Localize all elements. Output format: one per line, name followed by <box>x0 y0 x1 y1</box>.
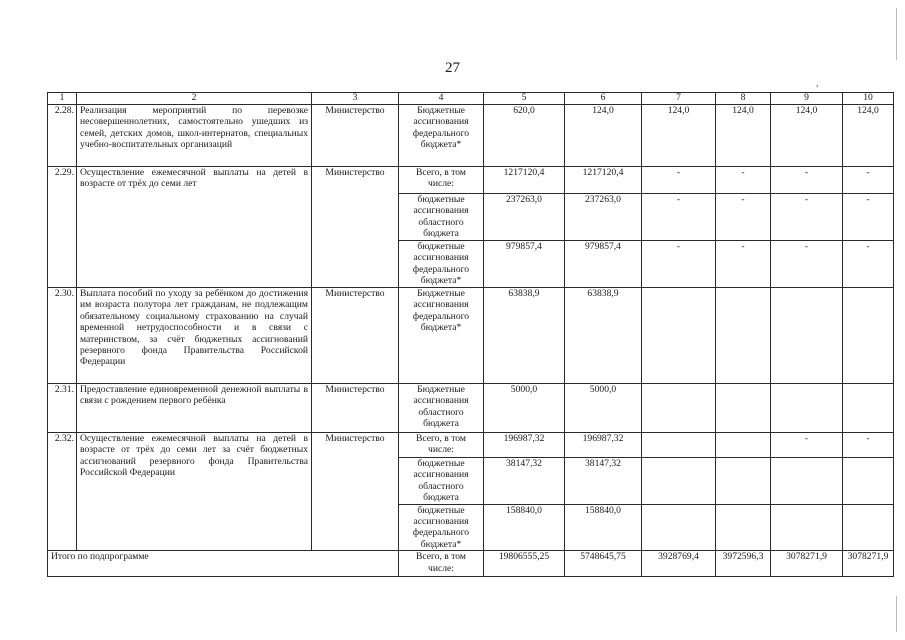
value-cell: 5000,0 <box>565 384 642 433</box>
value-cell: 124,0 <box>843 105 894 167</box>
value-cell: - <box>843 167 894 194</box>
value-cell: 3972596,3 <box>716 551 771 577</box>
value-cell: 124,0 <box>771 105 843 167</box>
empty-cell <box>771 288 843 384</box>
funding-source: бюджетные ассигнования федерального бюджета* <box>399 241 484 288</box>
funding-source: бюджетные ассигнования областного бюджета <box>399 458 484 505</box>
executor: Министерство <box>312 105 399 167</box>
value-cell: 3928769,4 <box>642 551 716 577</box>
empty-cell <box>642 384 716 433</box>
column-header: 3 <box>312 93 399 105</box>
value-cell: 1217120,4 <box>484 167 565 194</box>
activity-name: Осуществление ежемесячной выплаты на детей в возрасте от трёх до семи лет <box>77 167 312 288</box>
value-cell: 124,0 <box>642 105 716 167</box>
row-number: 2.30. <box>48 288 77 384</box>
row-number: 2.32. <box>48 433 77 551</box>
value-cell: - <box>843 241 894 288</box>
empty-cell <box>716 433 771 458</box>
column-header: 1 <box>48 93 77 105</box>
page-edge-line <box>896 8 897 60</box>
value-cell: - <box>716 167 771 194</box>
row-number: 2.28. <box>48 105 77 167</box>
value-cell: 158840,0 <box>565 504 642 551</box>
value-cell: 196987,32 <box>484 433 565 458</box>
column-header: 7 <box>642 93 716 105</box>
empty-cell <box>716 458 771 505</box>
table-row <box>48 433 894 458</box>
funding-source: Бюджетные ассигнования федерального бюджета* <box>399 288 484 384</box>
executor: Министерство <box>312 384 399 433</box>
empty-cell <box>716 288 771 384</box>
value-cell: - <box>771 194 843 241</box>
table-row <box>48 105 894 167</box>
funding-source: бюджетные ассигнования федерального бюджета* <box>399 504 484 551</box>
value-cell: 196987,32 <box>565 433 642 458</box>
value-cell: 5000,0 <box>484 384 565 433</box>
row-number: 2.31. <box>48 384 77 433</box>
row-number: 2.29. <box>48 167 77 288</box>
table-row <box>48 167 894 194</box>
funding-source: бюджетные ассигнования областного бюджета <box>399 194 484 241</box>
empty-cell <box>771 458 843 505</box>
value-cell: 620,0 <box>484 105 565 167</box>
value-cell: - <box>843 194 894 241</box>
executor: Министерство <box>312 288 399 384</box>
empty-cell <box>843 288 894 384</box>
value-cell: 979857,4 <box>565 241 642 288</box>
value-cell: 124,0 <box>716 105 771 167</box>
value-cell: 158840,0 <box>484 504 565 551</box>
value-cell: 237263,0 <box>484 194 565 241</box>
empty-cell <box>843 504 894 551</box>
empty-cell <box>843 458 894 505</box>
value-cell: 979857,4 <box>484 241 565 288</box>
value-cell: 63838,9 <box>565 288 642 384</box>
value-cell: 38147,32 <box>484 458 565 505</box>
value-cell: 5748645,75 <box>565 551 642 577</box>
value-cell: - <box>843 433 894 458</box>
empty-cell <box>642 288 716 384</box>
value-cell: 1217120,4 <box>565 167 642 194</box>
column-header: 2 <box>77 93 312 105</box>
activity-name: Выплата пособий по уходу за ребёнком до достижения им возраста полутора лет гражданам, не подлежащим обязательному социальному страхованию на случай временной нетрудоспособности и в связи с материнством, за счёт бюджетных ассигнований резервного фонда Правительства Российской Федерации <box>77 288 312 384</box>
value-cell: - <box>642 194 716 241</box>
table-row <box>48 384 894 433</box>
value-cell: 3078271,9 <box>843 551 894 577</box>
page-number: 27 <box>445 60 460 76</box>
column-header: 9 <box>771 93 843 105</box>
stray-mark: , <box>816 78 819 89</box>
funding-source: Бюджетные ассигнования федерального бюджета* <box>399 105 484 167</box>
total-row <box>48 551 894 577</box>
empty-cell <box>716 384 771 433</box>
column-header-row <box>48 93 894 105</box>
executor: Министерство <box>312 433 399 551</box>
empty-cell <box>642 458 716 505</box>
column-header: 6 <box>565 93 642 105</box>
value-cell: - <box>642 167 716 194</box>
value-cell: - <box>771 433 843 458</box>
value-cell: - <box>642 241 716 288</box>
executor: Министерство <box>312 167 399 288</box>
empty-cell <box>716 504 771 551</box>
empty-cell <box>642 433 716 458</box>
column-header: 4 <box>399 93 484 105</box>
empty-cell <box>642 504 716 551</box>
activity-name: Реализация мероприятий по перевозке несовершеннолетних, самостоятельно ушедших из семей, детских домов, школ-интернатов, специальных учебно-воспитательных организаций <box>77 105 312 167</box>
table-row <box>48 288 894 384</box>
empty-cell <box>771 384 843 433</box>
empty-cell <box>843 384 894 433</box>
funding-source: Всего, в том числе: <box>399 433 484 458</box>
budget-table <box>47 92 894 577</box>
empty-cell <box>771 504 843 551</box>
column-header: 10 <box>843 93 894 105</box>
page-edge-line <box>896 596 897 632</box>
value-cell: 19806555,25 <box>484 551 565 577</box>
value-cell: - <box>771 167 843 194</box>
value-cell: - <box>716 241 771 288</box>
activity-name: Осуществление ежемесячной выплаты на детей в возрасте от трёх до семи лет за счёт бюджетных ассигнований резервного фонда Правительства Российской Федерации <box>77 433 312 551</box>
value-cell: - <box>771 241 843 288</box>
column-header: 8 <box>716 93 771 105</box>
value-cell: 3078271,9 <box>771 551 843 577</box>
funding-source: Всего, в том числе: <box>399 167 484 194</box>
value-cell: 124,0 <box>565 105 642 167</box>
value-cell: 237263,0 <box>565 194 642 241</box>
activity-name: Предоставление единовременной денежной выплаты в связи с рождением первого ребёнка <box>77 384 312 433</box>
funding-source: Бюджетные ассигнования областного бюджета <box>399 384 484 433</box>
value-cell: 38147,32 <box>565 458 642 505</box>
funding-source: Всего, в том числе: <box>399 551 484 577</box>
value-cell: 63838,9 <box>484 288 565 384</box>
value-cell: - <box>716 194 771 241</box>
column-header: 5 <box>484 93 565 105</box>
total-label: Итого по подпрограмме <box>48 551 399 577</box>
